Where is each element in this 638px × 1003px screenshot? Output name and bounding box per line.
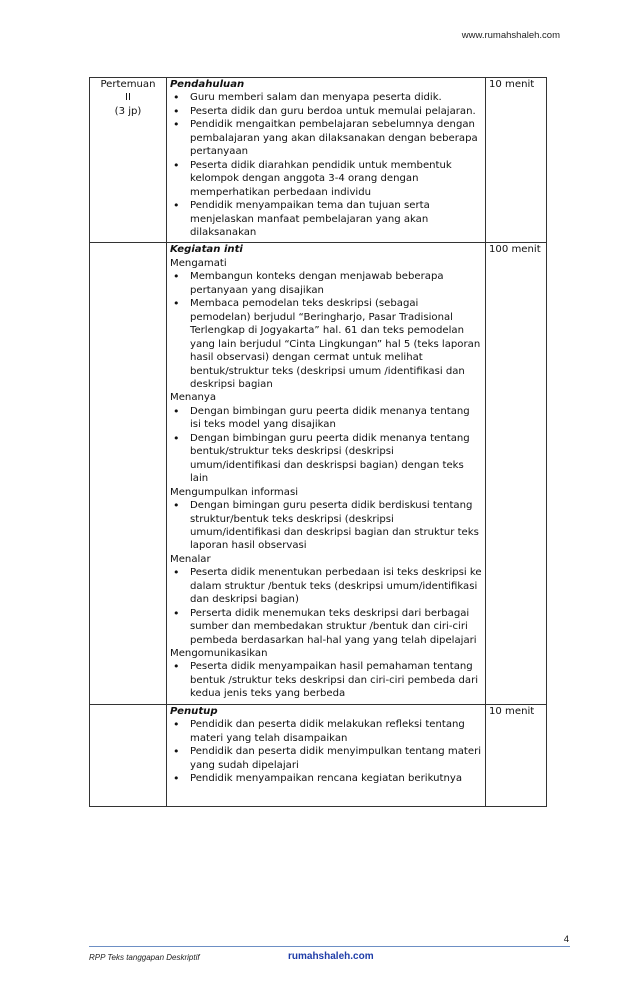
row-pendahuluan (90, 78, 547, 243)
list-item: • Pendidik dan peserta didik menyimpulkan tentang materi yang sudah dipelajari (170, 745, 482, 772)
subsection-mengomunikasikan: Mengomunikasikan (170, 648, 268, 660)
row-kegiatan-inti (90, 243, 547, 704)
penutup-list (170, 718, 482, 785)
list-item: • Peserta didik menentukan perbedaan isi teks deskripsi ke dalam struktur /bentuk teks (deskripsi umum/identifikasi dan deskripsi bagian) (170, 566, 482, 606)
mengumpulkan-list (170, 499, 482, 553)
meeting-cell (90, 78, 167, 243)
subsection-mengumpulkan-informasi: Mengumpulkan informasi (170, 486, 299, 498)
list-item: • Pendidik menyampaikan tema dan tujuan serta menjelaskan manfaat pembelajaran yang akan dilaksanakan (170, 199, 482, 239)
list-item: • Dengan bimingan guru peserta didik berdiskusi tentang struktur/bentuk teks deskripsi (deskripsi umum/identifikasi dan deskripsi bagian dan struktur teks laporan hasil observasi (170, 499, 482, 553)
lesson-activity-table (89, 77, 547, 807)
list-item: • Peserta didik dan guru berdoa untuk memulai pelajaran. (170, 105, 482, 118)
meeting-cell-empty (90, 704, 167, 806)
penutup-cell (167, 704, 486, 806)
mengamati-list (170, 270, 482, 391)
meeting-hours: (3 jp) (114, 105, 142, 117)
list-item: • Peserta didik diarahkan pendidik untuk membentuk kelompok dengan anggota 3-4 orang dengan memperhatikan perbedaan individu (170, 159, 482, 199)
list-item: • Pendidik mengaitkan pembelajaran sebelumnya dengan pembalajaran yang akan dilaksanakan dengan beberapa pertanyaan (170, 118, 482, 158)
subsection-menalar: Menalar (170, 553, 211, 565)
meeting-number: II (125, 92, 131, 104)
time-penutup: 10 menit (486, 704, 547, 806)
footer-document-title: RPP Teks tanggapan Deskriptif (89, 953, 200, 962)
list-item: • Membangun konteks dengan menjawab beberapa pertanyaan yang disajikan (170, 270, 482, 297)
list-item: • Pendidik menyampaikan rencana kegiatan berikutnya (170, 772, 482, 785)
list-item: • Dengan bimbingan guru peerta didik menanya tentang isi teks model yang disajikan (170, 405, 482, 432)
meeting-label: Pertemuan (100, 79, 156, 90)
section-title-penutup: Penutup (170, 705, 218, 717)
meeting-cell-empty (90, 243, 167, 704)
list-item: • Perserta didik menemukan teks deskripsi dari berbagai sumber dan membedakan struktur /bentuk dan ciri-ciri pembeda berdasarkan hal-hal yang yang telah dipelajari (170, 607, 482, 647)
page-number: 4 (563, 934, 569, 945)
section-title-pendahuluan: Pendahuluan (170, 79, 245, 90)
subsection-mengamati: Mengamati (170, 257, 227, 269)
time-pendahuluan: 10 menit (486, 78, 547, 243)
site-url[interactable]: www.rumahshaleh.com (461, 30, 560, 41)
list-item: • Dengan bimbingan guru peerta didik menanya tentang bentuk/struktur teks deskripsi (deskripsi umum/identifikasi dan deskrispsi bagian) dengan teks lain (170, 432, 482, 486)
list-item: • Membaca pemodelan teks deskripsi (sebagai pemodelan) berjudul “Beringharjo, Pasar Tradisional Terlengkap di Jogyakarta” hal. 61 dan teks pemodelan yang lain berjudul “Cinta Lingkungan” hal 5 (teks laporan hasil observasi) dengan cermat untuk melihat bentuk/struktur teks (deskripsi umum /identifikasi dan deskripsi bagian (170, 297, 482, 391)
kegiatan-inti-cell (167, 243, 486, 704)
list-item: • Guru memberi salam dan menyapa peserta didik. (170, 91, 482, 104)
section-title-kegiatan-inti: Kegiatan inti (170, 244, 243, 256)
menalar-list (170, 566, 482, 647)
pendahuluan-list (170, 91, 482, 239)
list-item: • Pendidik dan peserta didik melakukan refleksi tentang materi yang telah disampaikan (170, 718, 482, 745)
subsection-menanya: Menanya (170, 392, 217, 404)
menanya-list (170, 405, 482, 486)
list-item: • Peserta didik menyampaikan hasil pemahaman tentang bentuk /struktur teks deskripsi dan ciri-ciri pembeda dari kedua jenis teks yang berbeda (170, 660, 482, 700)
row-penutup (90, 704, 547, 806)
footer-site-link[interactable]: rumahshaleh.com (288, 951, 374, 962)
mengomunikasikan-list (170, 660, 482, 700)
pendahuluan-cell (167, 78, 486, 243)
footer-divider (89, 946, 570, 947)
time-kegiatan-inti: 100 menit (486, 243, 547, 704)
